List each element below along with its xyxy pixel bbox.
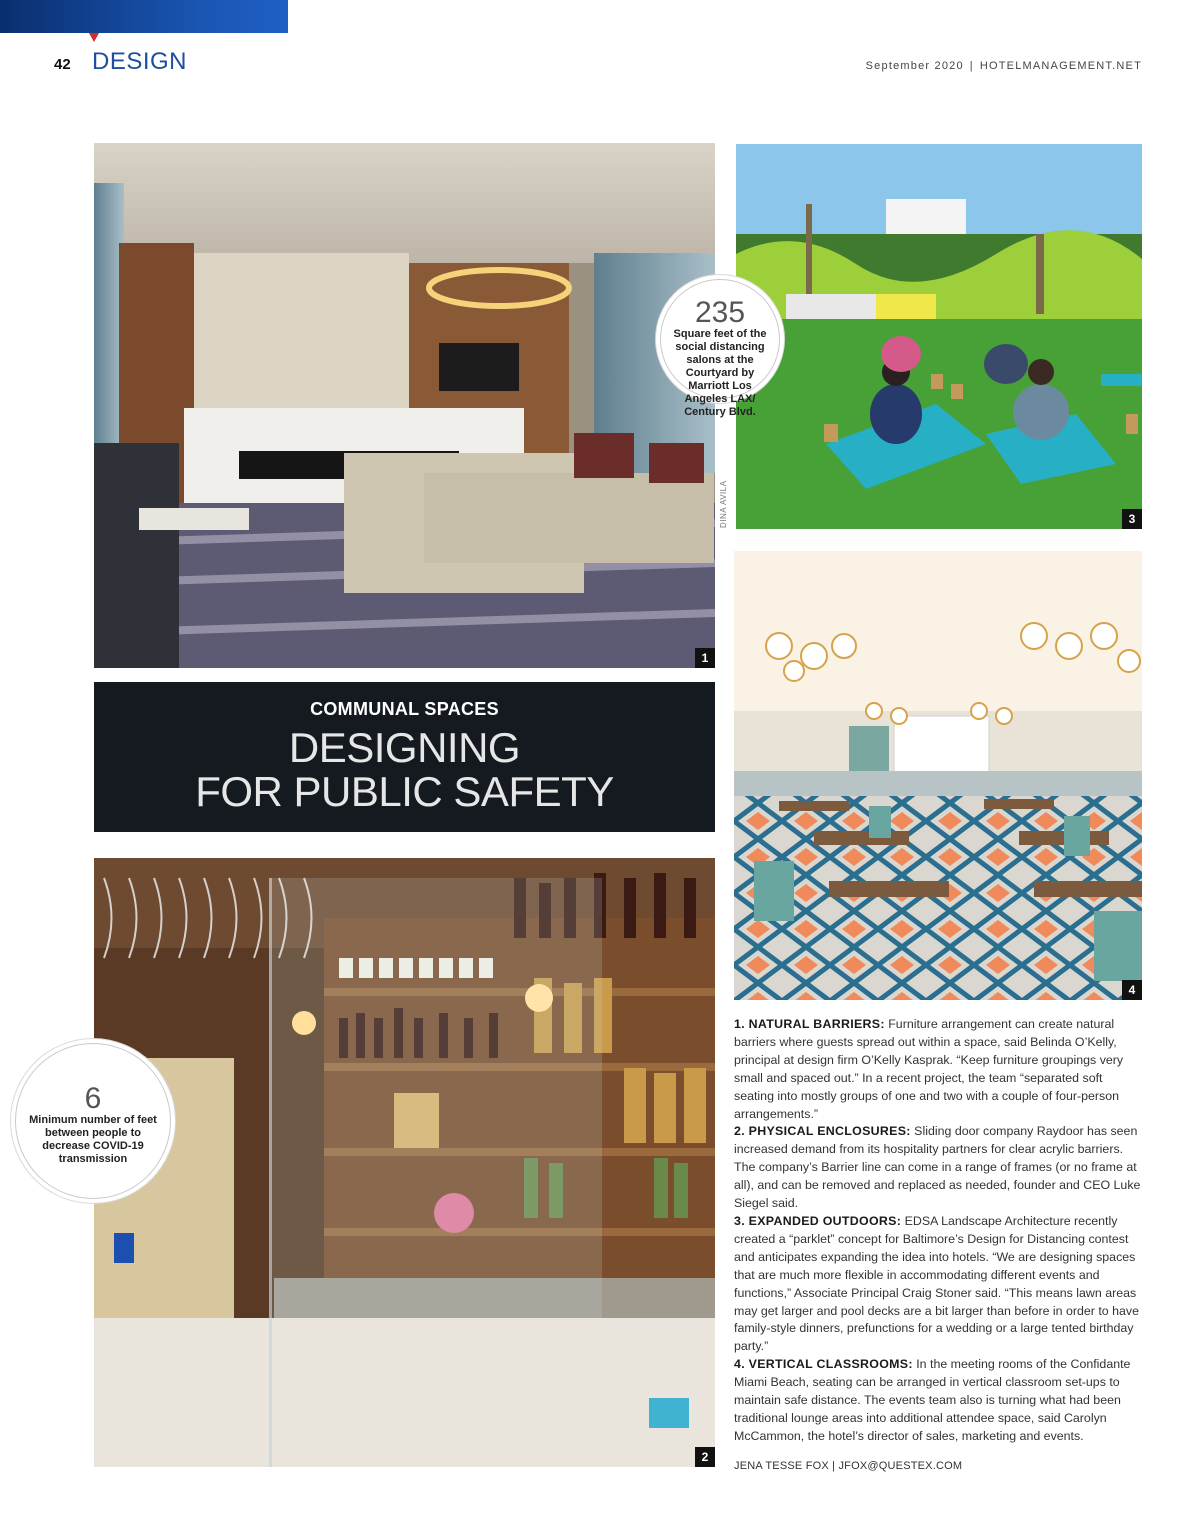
issue-date: September 2020 bbox=[865, 60, 964, 72]
article-kicker: COMMUNAL SPACES bbox=[310, 699, 499, 719]
article-body bbox=[734, 1016, 1144, 1446]
header-color-bar bbox=[0, 0, 288, 33]
article-headline bbox=[94, 726, 715, 814]
header-red-tick bbox=[89, 33, 99, 42]
article-title-box bbox=[94, 682, 715, 832]
headline-line-1: DESIGNING bbox=[288, 724, 521, 771]
paragraph-lead: 3. EXPANDED OUTDOORS: bbox=[734, 1213, 902, 1228]
stat-caption: Minimum number of feet between people to decrease COVID-19 transmission bbox=[29, 1114, 157, 1165]
stat-callout-235 bbox=[660, 279, 780, 418]
masthead-separator: | bbox=[969, 60, 974, 72]
section-title: DESIGN bbox=[92, 48, 188, 75]
paragraph-text: Furniture arrangement can create natural barriers where guests spread out within a space, said Belinda O’Kelly, principal at design firm O’Kelly Kasprak. “Keep furniture groupings very small and spaced out.” In a recent project, the team “separated soft seating into mostly groups of one and two with a couple of four-person arrangements.” bbox=[734, 1017, 1124, 1121]
paragraph-lead: 2. PHYSICAL ENCLOSURES: bbox=[734, 1124, 911, 1139]
stat-callout-6 bbox=[15, 1043, 171, 1199]
paragraph-text: EDSA Landscape Architecture recently created a “parklet” concept for Baltimore’s Design for Distancing contest and anticipates expanding the idea into hotels. “We are designing spaces that are much more flexible in accommodating different events and functions,” Associate Principal Craig Stoner said. “This means lawn areas may get larger and pool decks are a bit larger than before in order to have family-style dinners, prefunctions for a wedding or a large tented birthday party.” bbox=[734, 1213, 1140, 1354]
photo-meeting-room-illustration bbox=[734, 551, 1142, 1000]
photo-lounge-illustration bbox=[94, 143, 715, 668]
stat-number: 6 bbox=[84, 1082, 102, 1115]
photo-outdoor-yoga bbox=[736, 144, 1142, 529]
paragraph-text: In the meeting rooms of the Confidante Miami Beach, seating can be arranged in vertical classroom set-ups to maintain safe distance. The events team also is turning what had been traditional lounge areas into additional attendee space, said Carolyn McCammon, the hotel’s director of sales, marketing and events. bbox=[734, 1357, 1131, 1443]
article-paragraph bbox=[734, 1356, 1144, 1446]
paragraph-text: Sliding door company Raydoor has seen increased demand from its hospitality partners for clear acrylic barriers. The company’s Barrier line can come in a range of frames (or no frame at all), and can be removed and replaced as needed, founder and CEO Luke Siegel said. bbox=[734, 1124, 1141, 1211]
photo-bar bbox=[94, 858, 715, 1467]
photo-credit: DINA AVILA bbox=[719, 480, 728, 528]
photo-number: 2 bbox=[695, 1447, 715, 1467]
photo-meeting-room bbox=[734, 551, 1142, 1000]
photo-number: 1 bbox=[695, 648, 715, 668]
photo-bar-illustration bbox=[94, 858, 715, 1467]
article-paragraph bbox=[734, 1016, 1144, 1123]
page-number: 42 bbox=[54, 56, 71, 73]
photo-outdoor-yoga-illustration bbox=[736, 144, 1142, 529]
photo-number: 4 bbox=[1122, 980, 1142, 1000]
headline-line-2: FOR PUBLIC SAFETY bbox=[195, 768, 614, 815]
site-name: HOTELMANAGEMENT.NET bbox=[979, 60, 1142, 72]
photo-lounge bbox=[94, 143, 715, 668]
paragraph-lead: 4. VERTICAL CLASSROOMS: bbox=[734, 1357, 913, 1372]
author-byline: JENA TESSE FOX | JFOX@QUESTEX.COM bbox=[734, 1460, 963, 1472]
masthead bbox=[866, 60, 1142, 72]
article-paragraph bbox=[734, 1123, 1144, 1213]
article-paragraph bbox=[734, 1213, 1144, 1356]
paragraph-lead: 1. NATURAL BARRIERS: bbox=[734, 1017, 885, 1031]
stat-number: 235 bbox=[694, 296, 746, 329]
photo-number: 3 bbox=[1122, 509, 1142, 529]
stat-caption: Square feet of the social distancing salons at the Courtyard by Marriott Los Angeles LAX/ Century Blvd. bbox=[673, 328, 767, 418]
